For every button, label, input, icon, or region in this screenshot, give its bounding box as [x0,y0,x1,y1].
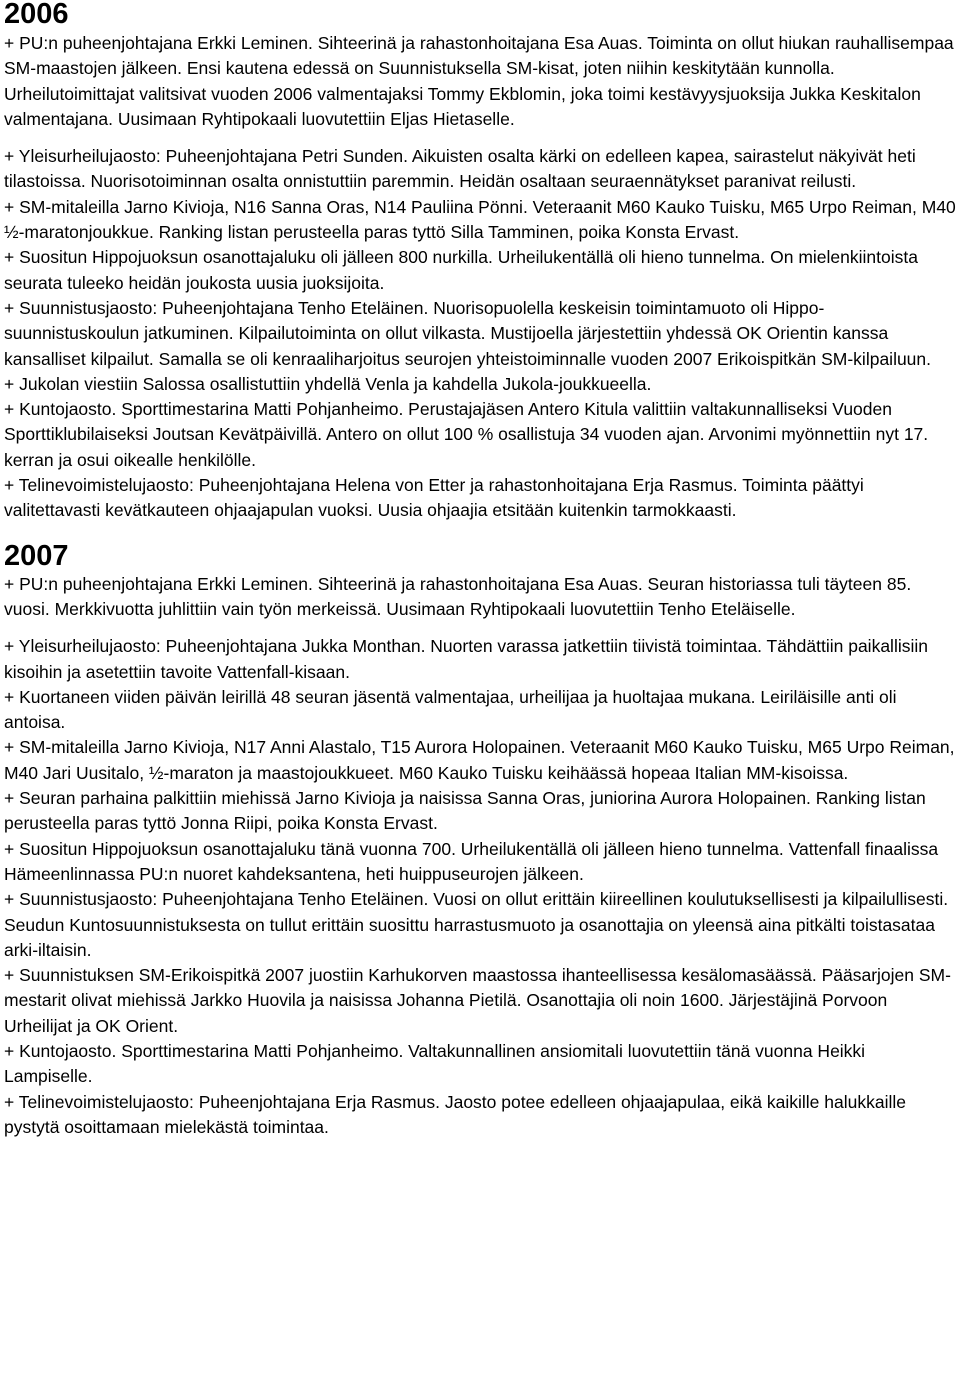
year-heading-2006: 2006 [4,0,69,30]
paragraph-2007-sm-long-distance: + Suunnistuksen SM-Erikoispitkä 2007 juostiin Karhukorven maastossa ihanteellisessa kesälomasäässä. Pääsarjojen SM-mestarit olivat miehissä Jarkko Huovila ja naisissa Johanna Pietilä. Osanottajia oli noin 1600. Järjestäjinä Porvoon Urheilijat ja OK Orient. [4,965,951,1036]
paragraph-2006-jukola: + Jukolan viestiin Salossa osallistuttiin yhdellä Venla ja kahdella Jukola-joukkueella. [4,373,652,394]
paragraph-2007-gymnastics: + Telinevoimistelujaosto: Puheenjohtajana Erja Rasmus. Jaosto potee edelleen ohjaajapulaa, eikä kaikille halukkaille pystytä osoittamaan mielekästä toimintaa. [4,1091,906,1137]
paragraph-2006-gymnastics: + Telinevoimistelujaosto: Puheenjohtajana Helena von Etter ja rahastonhoitajana Erja Rasmus. Toiminta päättyi valitettavasti kevätkauteen ohjaajapulan vuoksi. Uusia ohjaajia etsitään kuitenkin tarmokkaasti. [4,475,864,521]
paragraph-2006-athletics: + Yleisurheilujaosto: Puheenjohtajana Petri Sunden. Aikuisten osalta kärki on edelleen kapea, sairastelut näkyivät heti tilastoissa. Nuorisotoiminnan osalta onnistuttiin paremmin. Heidän osaltaan seuraennätykset paranivat reilusti. [4,146,916,192]
document-page [4,0,958,1140]
paragraph-2006-sm-medals: + SM-mitaleilla Jarno Kivioja, N16 Sanna Oras, N14 Pauliina Pönni. Veteraanit M60 Kauko Tuisku, M65 Urpo Reiman, M40 ½-maratonjoukkue. Ranking listan perusteella paras tyttö Silla Tamminen, poika Konsta Ervast. [4,196,956,243]
section-2006 [4,0,958,524]
paragraph-2007-general: + PU:n puheenjohtajana Erkki Leminen. Sihteerinä ja rahastonhoitajana Esa Auas. Seuran historiassa tuli täyteen 85. vuosi. Merkkivuotta juhlittiin vain työn merkeissä. Uusimaan Ryhtipokaali luovutettiin Tenho Eteläiselle. [4,573,912,619]
paragraph-gap [4,622,958,634]
paragraph-2007-sm-medals: + SM-mitaleilla Jarno Kivioja, N17 Anni Alastalo, T15 Aurora Holopainen. Veteraanit M60 Kauko Tuisku, M65 Urpo Reiman, M40 Jari Uusitalo, ½-maraton ja maastojoukkueet. M60 Kauko Tuisku keihäässä hopeaa Italian MM-kisoissa. [4,737,955,783]
section-2007 [4,539,958,1141]
paragraph-2007-athletics: + Yleisurheilujaosto: Puheenjohtajana Jukka Monthan. Nuorten varassa jatkettiin tiivistä toimintaa. Tähdättiin paikallisiin kisoihin ja asetettiin tavoite Vattenfall-kisaan. [4,636,928,682]
paragraph-2006-orienteering: + Suunnistusjaosto: Puheenjohtajana Tenho Eteläinen. Nuorisopuolella keskeisin toimintamuoto oli Hippo-suunnistuskoulun jatkuminen. Kilpailutoiminta on ollut vilkasta. Mustijoella järjestettiin yhdessä OK Orientin kanssa kansalliset kilpailut. Samalla se oli kenraaliharjoitus seurojen yhteistoiminnalle vuoden 2007 Erikoispitkän SM-kilpailuun. [4,297,932,369]
paragraph-2006-fitness: + Kuntojaosto. Sporttimestarina Matti Pohjanheimo. Perustajajäsen Antero Kitula valittiin valtakunnalliseksi Vuoden Sporttiklubilaiseksi Joutsan Kevätpäivillä. Antero on ollut 100 % osallistuja 34 vuoden ajan. Arvonimi myönnettiin nyt 17. kerran ja osui oikealle henkilölle. [4,399,929,470]
paragraph-2007-camp: + Kuortaneen viiden päivän leirillä 48 seuran jäsentä valmentajaa, urheilijaa ja huoltajaa mukana. Leiriläisille anti oli antoisa. [4,686,897,733]
paragraph-gap [4,132,958,144]
year-heading-2007: 2007 [4,539,69,572]
paragraph-2007-fitness: + Kuntojaosto. Sporttimestarina Matti Pohjanheimo. Valtakunnallinen ansiomitali luovutettiin tänä vuonna Heikki Lampiselle. [4,1040,866,1087]
paragraph-2006-general: + PU:n puheenjohtajana Erkki Leminen. Sihteerinä ja rahastonhoitajana Esa Auas. Toiminta on ollut hiukan rauhallisempaa SM-maastojen jälkeen. Ensi kautena edessä on Suunnistuksella SM-kisat, joten niihin keskitytään kunnolla. Urheilutoimittajat valitsivat vuoden 2006 valmentajaksi Tommy Ekblomin, joka toimi kestävyysjuoksija Jukka Keskitalon valmentajana. Uusimaan Ryhtipokaali luovutettiin Eljas Hietaselle. [4,33,954,129]
paragraph-2007-hippo-run: + Suositun Hippojuoksun osanottajaluku tänä vuonna 700. Urheilukentällä oli jälleen hieno tunnelma. Vattenfall finaalissa Hämeenlinnassa PU:n nuoret kahdeksantena, heti huippuseurojen jälkeen. [4,838,939,884]
paragraph-2006-hippo-run: + Suositun Hippojuoksun osanottajaluku oli jälleen 800 nurkilla. Urheilukentällä oli hieno tunnelma. On mielenkiintoista seurata tuleeko heidän joukosta uusia juoksijoita. [4,247,918,293]
paragraph-2007-awards: + Seuran parhaina palkittiin miehissä Jarno Kivioja ja naisissa Sanna Oras, juniorina Aurora Holopainen. Ranking listan perusteella paras tyttö Jonna Riipi, poika Konsta Ervast. [4,788,926,834]
paragraph-2007-orienteering: + Suunnistusjaosto: Puheenjohtajana Tenho Eteläinen. Vuosi on ollut erittäin kiireellinen koulutuksellisesti ja kilpailullisesti. Seudun Kuntosuunnistuksesta on tullut erittäin suosittu harrastusmuoto ja osanottajia on yleensä aina pitkälti toistasataa arki-iltaisin. [4,889,949,960]
